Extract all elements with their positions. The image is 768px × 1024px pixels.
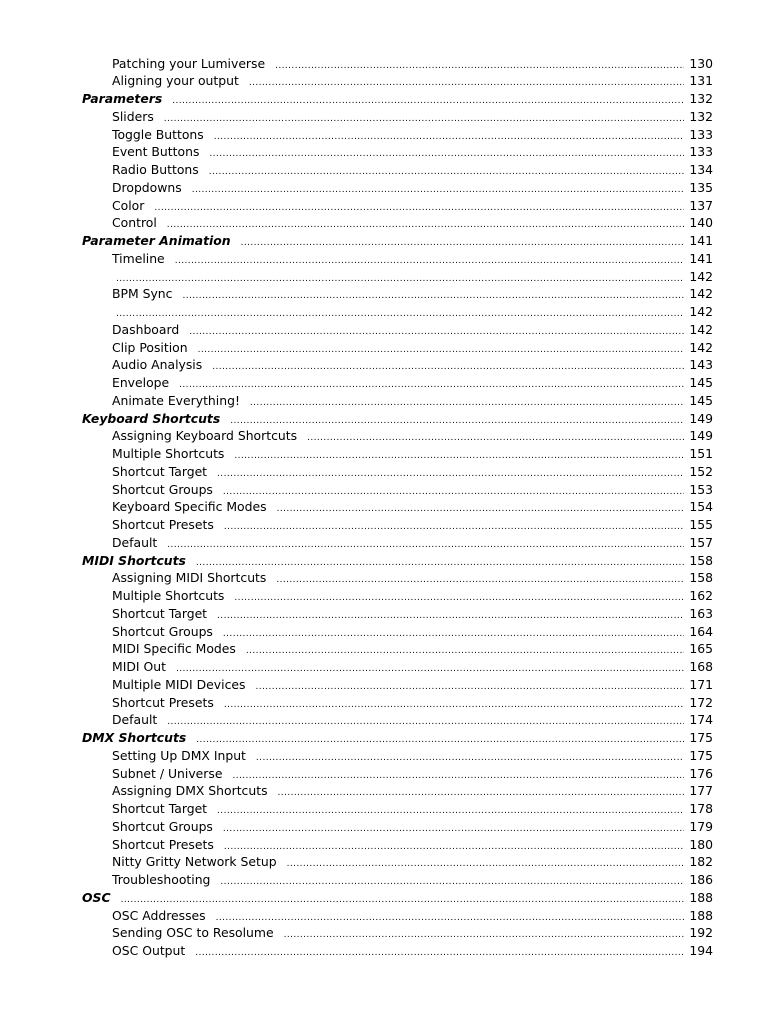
toc-subsection-entry[interactable] — [0, 782, 768, 800]
toc-entry-page-number: 175 — [689, 747, 713, 763]
toc-entry-title: Troubleshooting — [112, 872, 211, 887]
toc-entry-page-number: 158 — [689, 570, 713, 586]
toc-subsection-entry[interactable] — [0, 623, 768, 641]
toc-entry-page-number: 143 — [689, 357, 713, 373]
toc-subsection-entry[interactable] — [0, 161, 768, 179]
toc-entry-title: Shortcut Target — [112, 801, 208, 816]
toc-entry-page-number: 154 — [689, 499, 713, 515]
toc-entry-title: Multiple MIDI Devices — [112, 676, 246, 692]
toc-subsection-entry[interactable] — [0, 800, 768, 818]
toc-subsection-entry[interactable] — [0, 853, 768, 871]
toc-subsection-entry[interactable] — [0, 339, 768, 357]
toc-entry-page-number: 131 — [689, 73, 713, 89]
toc-entry-title: Default — [112, 534, 158, 550]
toc-entry-title: Shortcut Presets — [112, 836, 214, 852]
toc-entry-title: MIDI Out — [112, 659, 166, 674]
toc-entry-page-number: 178 — [689, 801, 713, 816]
toc-entry-title: Sliders — [112, 108, 154, 124]
toc-entry-page-number: 158 — [689, 552, 713, 568]
toc-section-entry[interactable] — [0, 410, 768, 428]
toc-entry-page-number: 135 — [689, 179, 713, 195]
toc-section-entry[interactable] — [0, 90, 768, 108]
toc-entry-page-number: 188 — [689, 907, 713, 923]
toc-subsection-entry[interactable] — [0, 658, 768, 676]
toc-subsection-entry[interactable] — [0, 126, 768, 144]
toc-entry-title: MIDI Specific Modes — [112, 641, 236, 657]
toc-entry-title: Keyboard Shortcuts — [82, 410, 221, 426]
toc-entry-title: MIDI Shortcuts — [82, 552, 186, 568]
toc-entry-title: Color — [112, 197, 145, 213]
toc-entry-page-number: 155 — [689, 517, 713, 532]
toc-subsection-entry[interactable] — [0, 463, 768, 481]
toc-subsection-entry[interactable] — [0, 214, 768, 232]
toc-entry-title: Envelope — [112, 375, 170, 390]
toc-entry-title: Shortcut Target — [112, 463, 208, 479]
toc-entry-page-number: 176 — [689, 765, 713, 781]
toc-entry-page-number: 194 — [689, 943, 713, 958]
toc-entry-page-number: 152 — [689, 463, 713, 479]
toc-entry-page-number: 186 — [689, 872, 713, 887]
toc-entry-title: Multiple Shortcuts — [112, 446, 225, 461]
toc-subsection-entry[interactable] — [0, 197, 768, 215]
toc-subsection-entry[interactable] — [0, 587, 768, 605]
toc-entry-page-number: 188 — [689, 889, 713, 905]
toc-entry-page-number: 157 — [689, 534, 713, 550]
toc-subsection-entry[interactable] — [0, 924, 768, 942]
toc-subsection-entry[interactable] — [0, 942, 768, 960]
toc-entry-title: Event Buttons — [112, 144, 200, 160]
toc-entry-title: Dashboard — [112, 321, 180, 337]
toc-subsection-entry[interactable] — [0, 427, 768, 445]
toc-subsection-entry[interactable] — [0, 285, 768, 303]
toc-entry-page-number: 140 — [689, 215, 713, 231]
toc-subsection-entry[interactable] — [0, 711, 768, 729]
toc-subsection-entry[interactable] — [0, 871, 768, 889]
toc-subsection-entry[interactable] — [0, 303, 768, 321]
toc-subsection-entry[interactable] — [0, 268, 768, 286]
toc-entry-title: Shortcut Groups — [112, 481, 213, 497]
toc-entry-title: Nitty Gritty Network Setup — [112, 854, 277, 870]
toc-entry-page-number: 168 — [689, 659, 713, 674]
toc-entry-page-number: 180 — [689, 836, 713, 852]
toc-subsection-entry[interactable] — [0, 72, 768, 90]
toc-subsection-entry[interactable] — [0, 765, 768, 783]
toc-entry-page-number: 192 — [689, 925, 713, 941]
toc-entry-title: OSC Output — [112, 943, 186, 958]
toc-entry-page-number: 163 — [689, 605, 713, 621]
toc-entry-title: Aligning your output — [112, 73, 239, 89]
toc-entry-page-number: 165 — [689, 641, 713, 657]
toc-entry-page-number: 149 — [689, 428, 713, 444]
toc-entry-page-number: 174 — [689, 712, 713, 728]
toc-subsection-entry[interactable] — [0, 569, 768, 587]
toc-entry-title: Assigning MIDI Shortcuts — [112, 570, 267, 586]
toc-entry-title: Radio Buttons — [112, 162, 199, 177]
toc-subsection-entry[interactable] — [0, 481, 768, 499]
toc-entry-page-number: 132 — [689, 91, 713, 106]
dot-leader — [195, 945, 684, 963]
toc-entry-page-number: 137 — [689, 197, 713, 213]
toc-entry-title: Shortcut Presets — [112, 517, 214, 532]
toc-subsection-entry[interactable] — [0, 605, 768, 623]
toc-entry-title: Control — [112, 215, 157, 231]
toc-entry-page-number: 145 — [689, 392, 713, 408]
toc-entry-title: Subnet / Universe — [112, 765, 223, 781]
toc-entry-page-number: 142 — [689, 268, 713, 284]
toc-entry-title: Patching your Lumiverse — [112, 55, 266, 71]
toc-subsection-entry[interactable] — [0, 143, 768, 161]
toc-subsection-entry[interactable] — [0, 445, 768, 463]
toc-entry-title: Shortcut Target — [112, 605, 208, 621]
toc-entry-page-number: 162 — [689, 588, 713, 603]
toc-entry-title: OSC Addresses — [112, 907, 206, 923]
toc-entry-page-number: 177 — [689, 783, 713, 799]
toc-entry-page-number: 130 — [689, 55, 713, 71]
toc-entry-title: Shortcut Groups — [112, 818, 213, 834]
toc-entry-page-number: 134 — [689, 162, 713, 177]
toc-entry-page-number: 132 — [689, 108, 713, 124]
toc-subsection-entry[interactable] — [0, 55, 768, 73]
toc-entry-title: Dropdowns — [112, 179, 182, 195]
toc-entry-title: OSC — [82, 889, 111, 905]
toc-entry-page-number: 149 — [689, 410, 713, 426]
toc-entry-title: Assigning Keyboard Shortcuts — [112, 428, 298, 444]
toc-entry-title: Parameters — [82, 91, 163, 106]
toc-entry-title: Timeline — [112, 250, 165, 266]
toc-entry-page-number: 142 — [689, 321, 713, 337]
toc-entry-page-number: 142 — [689, 286, 713, 302]
toc-entry-title: Sending OSC to Resolume — [112, 925, 274, 941]
toc-entry-page-number: 141 — [689, 250, 713, 266]
toc-entry-title: Shortcut Groups — [112, 623, 213, 639]
toc-subsection-entry[interactable] — [0, 516, 768, 534]
toc-entry-page-number: 141 — [689, 233, 713, 248]
toc-section-entry[interactable] — [0, 889, 768, 907]
toc-entry-title: Setting Up DMX Input — [112, 747, 246, 763]
toc-entry-title: Toggle Buttons — [112, 126, 204, 142]
toc-entry-title: Audio Analysis — [112, 357, 203, 373]
toc-entry-title: Default — [112, 712, 158, 728]
toc-subsection-entry[interactable] — [0, 818, 768, 836]
toc-entry-title: Keyboard Specific Modes — [112, 499, 267, 515]
toc-entry-page-number: 182 — [689, 854, 713, 870]
toc-subsection-entry[interactable] — [0, 250, 768, 268]
toc-entry-title: DMX Shortcuts — [82, 730, 187, 745]
toc-entry-title: Parameter Animation — [82, 233, 231, 248]
toc-subsection-entry[interactable] — [0, 676, 768, 694]
toc-subsection-entry[interactable] — [0, 907, 768, 925]
toc-entry-page-number: 142 — [689, 339, 713, 355]
toc-subsection-entry[interactable] — [0, 640, 768, 658]
toc-section-entry[interactable] — [0, 232, 768, 250]
toc-entry-page-number: 153 — [689, 481, 713, 497]
toc-subsection-entry[interactable] — [0, 392, 768, 410]
toc-entry-title: Clip Position — [112, 339, 188, 355]
toc-entry-title: Animate Everything! — [112, 392, 240, 408]
toc-entry-page-number: 164 — [689, 623, 713, 639]
toc-entry-page-number: 179 — [689, 818, 713, 834]
toc-subsection-entry[interactable] — [0, 498, 768, 516]
toc-entry-title: Multiple Shortcuts — [112, 588, 225, 603]
toc-subsection-entry[interactable] — [0, 374, 768, 392]
toc-entry-page-number: 175 — [689, 730, 713, 745]
toc-entry-page-number: 133 — [689, 144, 713, 160]
toc-section-entry[interactable] — [0, 729, 768, 747]
toc-entry-page-number: 171 — [689, 676, 713, 692]
toc-subsection-entry[interactable] — [0, 747, 768, 765]
toc-entry-page-number: 151 — [689, 446, 713, 461]
toc-entry-title: BPM Sync — [112, 286, 173, 302]
table-of-contents — [0, 55, 768, 960]
toc-entry-title: Shortcut Presets — [112, 694, 214, 710]
toc-section-entry[interactable] — [0, 552, 768, 570]
toc-subsection-entry[interactable] — [0, 694, 768, 712]
toc-entry-page-number: 133 — [689, 126, 713, 142]
toc-entry-page-number: 172 — [689, 694, 713, 710]
toc-subsection-entry[interactable] — [0, 534, 768, 552]
toc-subsection-entry[interactable] — [0, 108, 768, 126]
toc-entry-title: Assigning DMX Shortcuts — [112, 783, 268, 799]
toc-subsection-entry[interactable] — [0, 356, 768, 374]
toc-subsection-entry[interactable] — [0, 321, 768, 339]
toc-subsection-entry[interactable] — [0, 179, 768, 197]
toc-entry-page-number: 142 — [689, 304, 713, 319]
toc-entry-page-number: 145 — [689, 375, 713, 390]
toc-subsection-entry[interactable] — [0, 836, 768, 854]
